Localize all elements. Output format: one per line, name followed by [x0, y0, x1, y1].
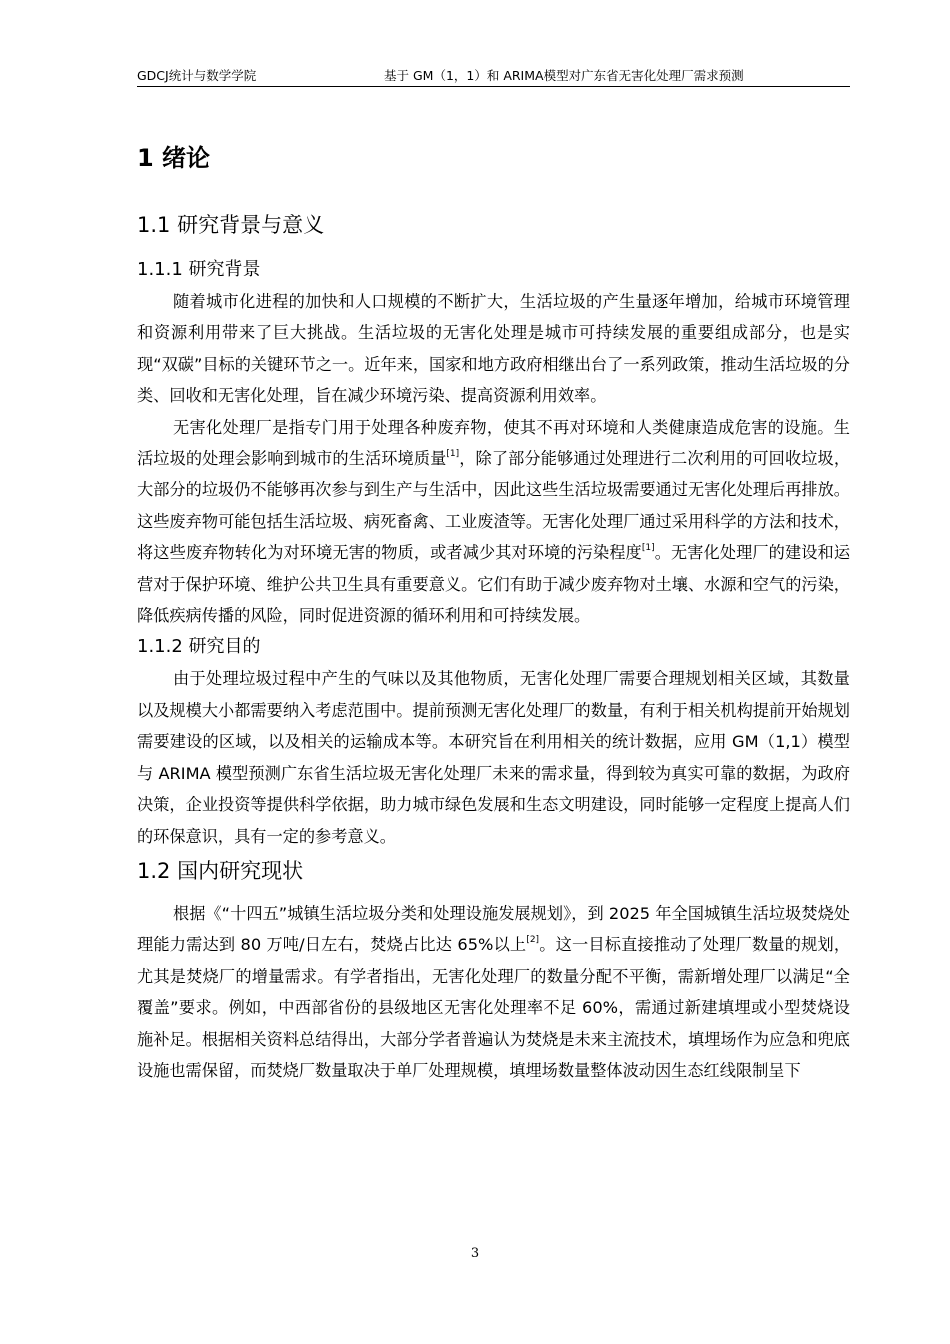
subsection-title-1-1-2: 1.1.2 研究目的 [137, 636, 261, 658]
text-run: ，除了部分能够通过处理进行二次利用的可回收垃圾，大部分的垃圾仍不能够再次参与到生产与生活中，因此这些生活垃圾需要通过无害化处理后再排放。这些废弃物可能包括生活垃圾、病死畜禽、工业废渣等。无害化处理厂通过采用科学的方法和技术，将这些废弃物转化为对环境无害的物质，或者减少其对环境的污染程度 [137, 449, 851, 563]
header-institution: GDCJ统计与数学学院 [137, 68, 257, 83]
text-run: 。无害化处理厂的建设和运营对于保护环境、维护公共卫生具有重要意义。它们有助于减少废弃物对土壤、水源和空气的污染，降低疾病传播的风险，同时促进资源的循环利用和可持续发展。 [137, 543, 851, 626]
text-run: 。这一目标直接推动了处理厂数量的规划，尤其是焚烧厂的增量需求。有学者指出，无害化处理厂的数量分配不平衡，需新增处理厂以满足“全覆盖”要求。例如，中西部省份的县级地区无害化处理率不足 60%，需通过新建填埋或小型焚烧设施补足。根据相关资料总结得出，大部分学者普遍认为焚烧是未来主流技术，填埋场作为应急和兜底设施也需保留，而焚烧厂数量取决于单厂处理规模，填埋场数量整体波动因生态红线限制呈下 [137, 935, 851, 1080]
running-header [137, 66, 850, 87]
paragraph-purpose: 由于处理垃圾过程中产生的气味以及其他物质，无害化处理厂需要合理规划相关区域，其数量以及规模大小都需要纳入考虑范围中。提前预测无害化处理厂的数量，有利于相关机构提前开始规划需要建设的区域，以及相关的运输成本等。本研究旨在利用相关的统计数据，应用 GM（1,1）模型与 ARIMA 模型预测广东省生活垃圾无害化处理厂未来的需求量，得到较为真实可靠的数据，为政府决策，企业投资等提供科学依据，助力城市绿色发展和生态文明建设，同时能够一定程度上提高人们的环保意识，具有一定的参考意义。 [137, 669, 850, 846]
subsection-title-1-1-1: 1.1.1 研究背景 [137, 259, 261, 280]
header-paper-title: 基于 GM（1，1）和 ARIMA模型对广东省无害化处理厂需求预测 [384, 68, 744, 83]
paragraph-background-1: 随着城市化进程的加快和人口规模的不断扩大，生活垃圾的产生量逐年增加，给城市环境管理和资源利用带来了巨大挑战。生活垃圾的无害化处理是城市可持续发展的重要组成部分，也是实现“双碳”目标的关键环节之一。近年来，国家和地方政府相继出台了一系列政策，推动生活垃圾的分类、回收和无害化处理，旨在减少环境污染、提高资源利用效率。 [137, 292, 850, 406]
citation-1[interactable]: [1] [446, 449, 460, 460]
section-title-1-1: 1.1 研究背景与意义 [137, 213, 325, 237]
paragraph-background-2 [137, 412, 850, 632]
text-run: 根据《“十四五”城镇生活垃圾分类和处理设施发展规划》，到 2025 年全国城镇生活垃圾焚烧处理能力需达到 80 万吨/日左右，焚烧占比达 65%以上 [137, 903, 850, 955]
page-number: 3 [470, 1246, 480, 1261]
citation-1-repeat[interactable]: [1] [641, 543, 655, 554]
citation-2[interactable]: [2] [526, 935, 540, 946]
text-run: 无害化处理厂是指专门用于处理各种废弃物，使其不再对环境和人类健康造成危害的设施。生活垃圾的处理会影响到城市的生活环境质量 [137, 417, 850, 469]
page-content [137, 140, 850, 1086]
chapter-title: 1 绪论 [137, 144, 211, 172]
section-title-1-2: 1.2 国内研究现状 [137, 858, 304, 883]
paragraph-domestic-research [137, 898, 850, 1086]
